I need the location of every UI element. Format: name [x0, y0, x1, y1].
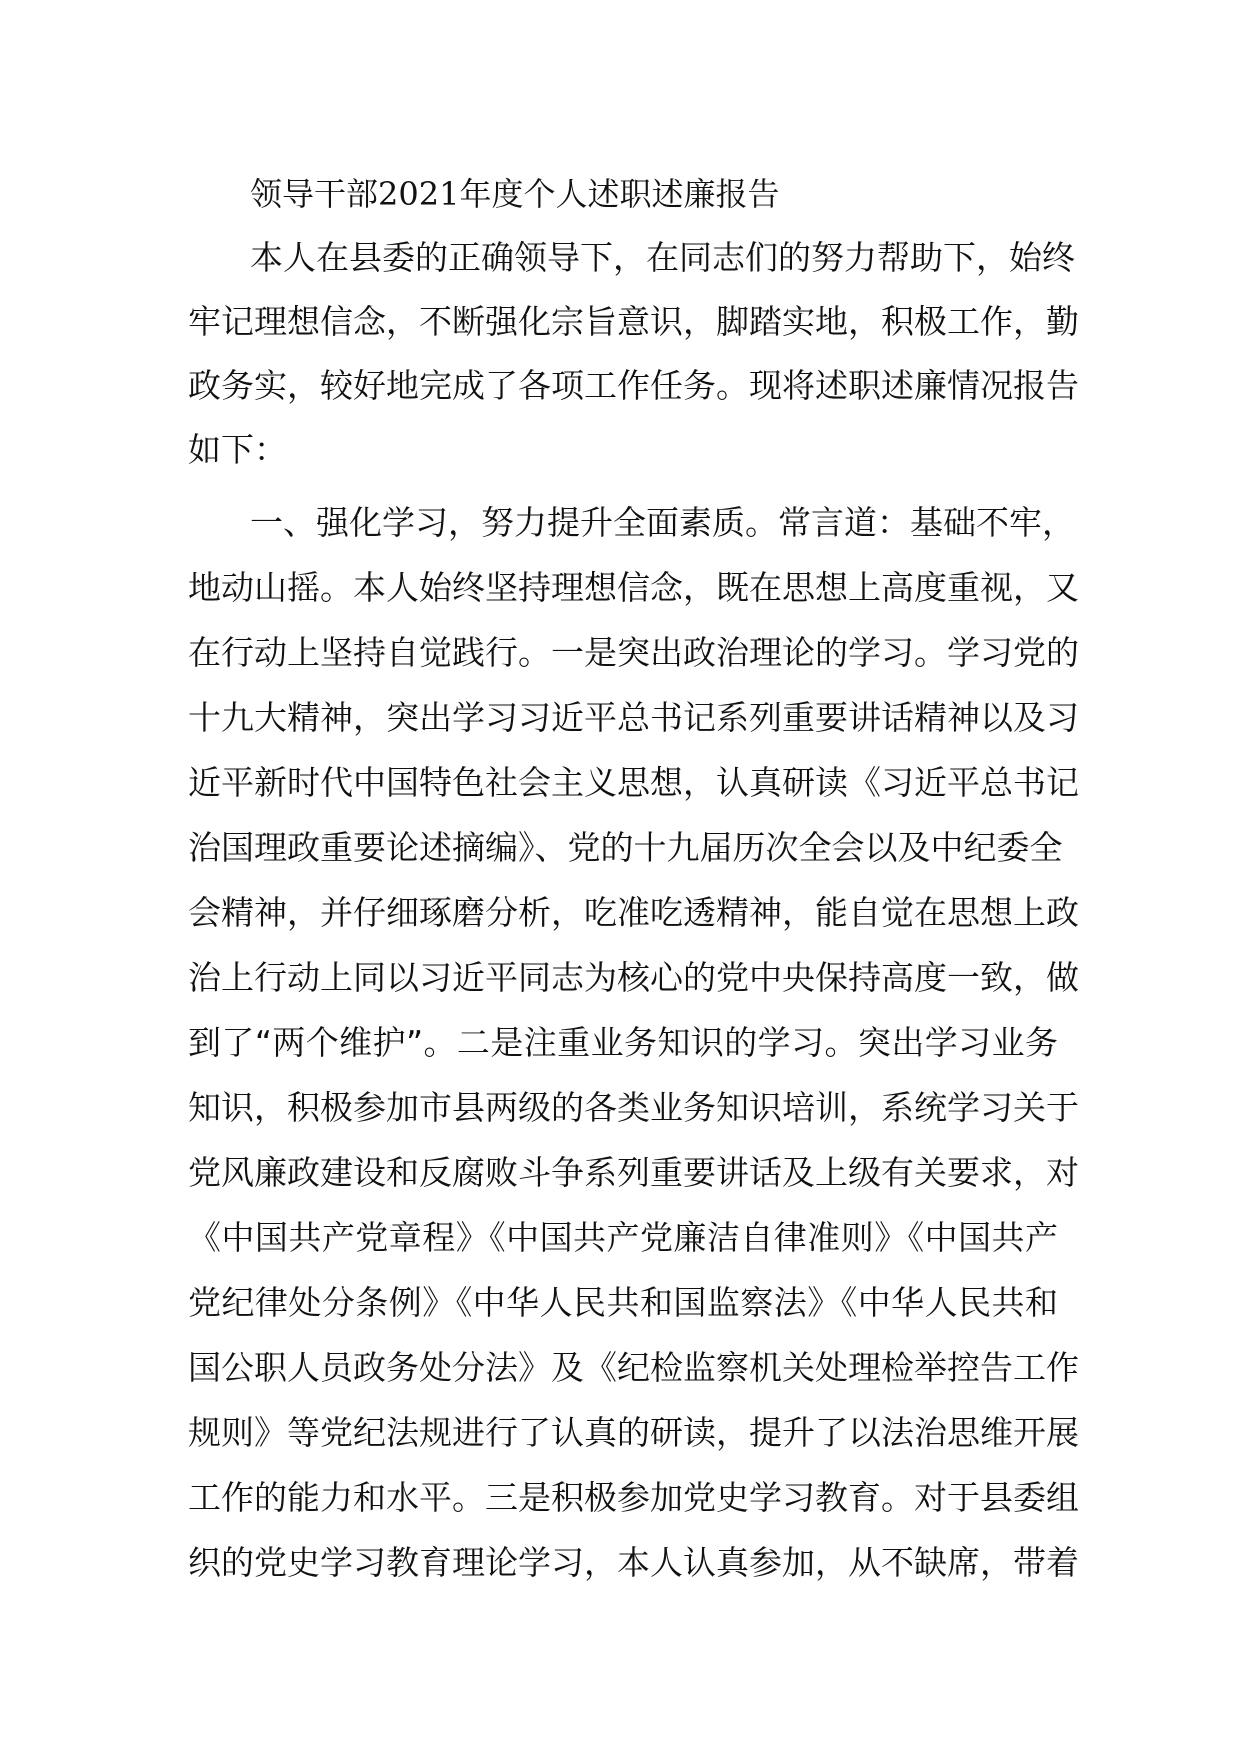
paragraph-line: 党纪律处分条例》《中华人民共和国监察法》《中华人民共和 [188, 1283, 1058, 1322]
paragraph-line: 地动山摇。本人始终坚持理想信念，既在思想上高度重视，又 [188, 568, 1079, 607]
paragraph-line: 近平新时代中国特色社会主义思想，认真研读《习近平总书记 [188, 763, 1079, 802]
paragraph-line: 党风廉政建设和反腐败斗争系列重要讲话及上级有关要求，对 [188, 1153, 1079, 1192]
paragraph-line: 本人在县委的正确领导下，在同志们的努力帮助下，始终 [250, 238, 1075, 277]
paragraph-line: 工作的能力和水平。三是积极参加党史学习教育。对于县委组 [188, 1478, 1079, 1517]
paragraph-line: 《中国共产党章程》《中国共产党廉洁自律准则》《中国共产 [188, 1218, 1058, 1257]
paragraph-line: 治上行动上同以习近平同志为核心的党中央保持高度一致，做 [188, 958, 1079, 997]
paragraph-line: 如下： [188, 430, 287, 469]
paragraph-line: 治国理政重要论述摘编》、党的十九届历次全会以及中纪委全 [188, 828, 1063, 867]
paragraph-line: 牢记理想信念，不断强化宗旨意识，脚踏实地，积极工作，勤 [188, 302, 1079, 341]
paragraph-line: 知识，积极参加市县两级的各类业务知识培训，系统学习关于 [188, 1088, 1079, 1127]
paragraph-line: 到了“两个维护”。二是注重业务知识的学习。突出学习业务 [188, 1023, 1058, 1062]
paragraph-line: 一、强化学习，努力提升全面素质。常言道：基础不牢， [250, 503, 1075, 542]
paragraph-line: 在行动上坚持自觉践行。一是突出政治理论的学习。学习党的 [188, 633, 1079, 672]
paragraph-line: 会精神，并仔细琢磨分析，吃准吃透精神，能自觉在思想上政 [188, 893, 1079, 932]
paragraph-line: 织的党史学习教育理论学习，本人认真参加，从不缺席，带着 [188, 1543, 1079, 1582]
paragraph-line: 十九大精神，突出学习习近平总书记系列重要讲话精神以及习 [188, 698, 1079, 737]
document-title: 领导干部2021年度个人述职述廉报告 [250, 175, 780, 213]
paragraph-line: 规则》等党纪法规进行了认真的研读，提升了以法治思维开展 [188, 1413, 1079, 1452]
paragraph-line: 政务实，较好地完成了各项工作任务。现将述职述廉情况报告 [188, 366, 1079, 405]
paragraph-line: 国公职人员政务处分法》及《纪检监察机关处理检举控告工作 [188, 1348, 1079, 1387]
